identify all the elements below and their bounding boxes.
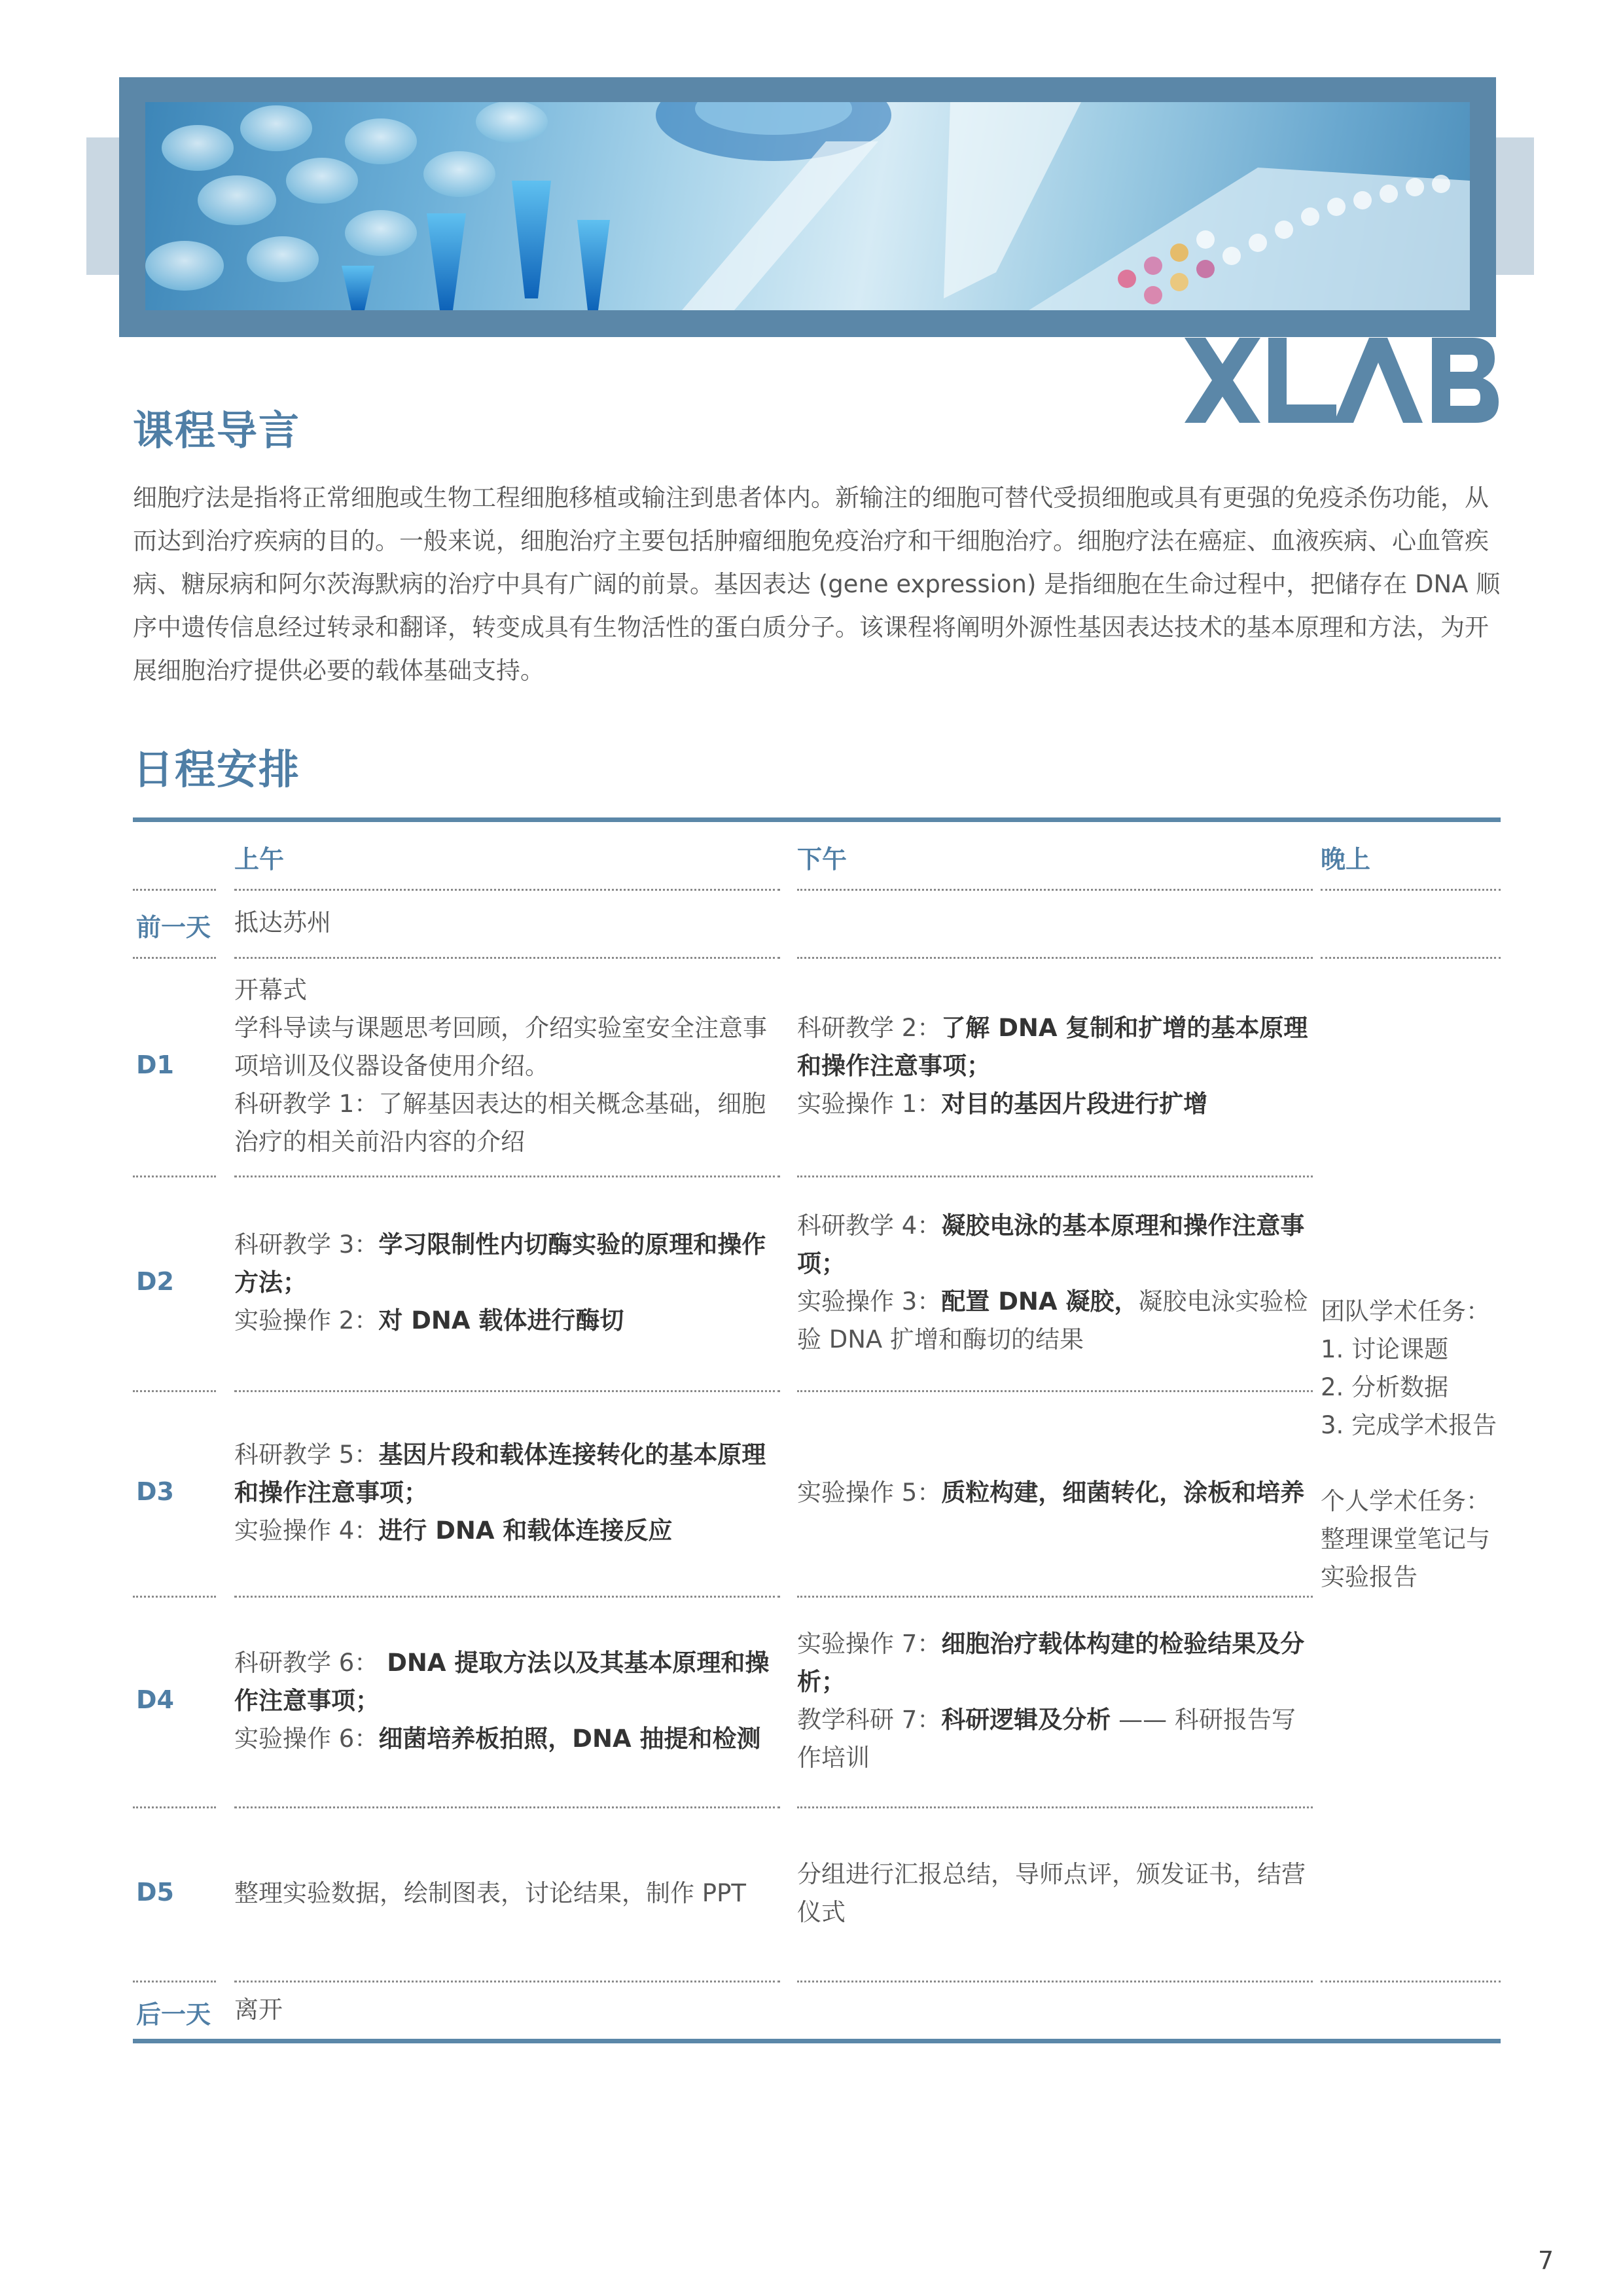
morning-cell bbox=[234, 1390, 777, 1596]
activity-text: 整理实验数据，绘制图表，讨论结果，制作 PPT bbox=[234, 1879, 746, 1907]
activity-line bbox=[234, 1226, 777, 1302]
morning-cell bbox=[234, 957, 777, 1175]
activity-line bbox=[797, 1085, 1314, 1123]
row-divider bbox=[133, 1175, 216, 1177]
activity-line bbox=[797, 1207, 1314, 1283]
activity-line bbox=[797, 1625, 1314, 1701]
team-task-title: 团队学术任务： bbox=[1321, 1297, 1490, 1325]
morning-cell bbox=[234, 1596, 777, 1806]
activity-text: 抵达苏州 bbox=[234, 908, 331, 937]
row-divider bbox=[133, 1596, 216, 1598]
afternoon-cell bbox=[797, 1390, 1314, 1596]
activity-text: 学科导读与课题思考回顾，介绍实验室安全注意事项培训及仪器设备使用介绍。 bbox=[234, 1014, 767, 1080]
activity-line bbox=[797, 1009, 1314, 1085]
morning-cell bbox=[234, 889, 777, 957]
activity-prefix: 科研教学 4： bbox=[797, 1211, 942, 1240]
activity-prefix: 实验操作 2： bbox=[234, 1306, 379, 1335]
row-divider bbox=[1321, 957, 1501, 959]
activity-topic: 进行 DNA 和载体连接反应 bbox=[378, 1516, 673, 1545]
activity-prefix: 实验操作 4： bbox=[234, 1516, 379, 1545]
activity-text: 分组进行汇报总结，导师点评，颁发证书，结营仪式 bbox=[797, 1860, 1306, 1926]
activity-text: 离开 bbox=[234, 1995, 283, 2024]
activity-line bbox=[234, 1644, 777, 1720]
activity-prefix: 实验操作 1： bbox=[797, 1090, 942, 1118]
activity-prefix: 实验操作 7： bbox=[797, 1630, 942, 1658]
personal-task-body: 整理课堂笔记与实验报告 bbox=[1321, 1525, 1490, 1591]
table-bottom-rule bbox=[133, 2039, 1501, 2043]
activity-text: 科研教学 1：了解基因表达的相关概念基础，细胞治疗的相关前沿内容的介绍 bbox=[234, 1090, 766, 1156]
row-divider bbox=[133, 957, 216, 959]
activity-suffix: 凝胶电泳实验检验 DNA 扩增和酶切的结果 bbox=[797, 1287, 1308, 1354]
evening-tasks bbox=[1321, 1293, 1497, 1596]
intro-paragraph: 细胞疗法是指将正常细胞或生物工程细胞移植或输注到患者体内。新输注的细胞可替代受损细胞或具有更强的免疫杀伤功能，从而达到治疗疾病的目的。一般来说，细胞治疗主要包括肿瘤细胞免疫治疗和干细胞治疗。细胞疗法在癌症、血液疾病、心血管疾病、糖尿病和阿尔茨海默病的治疗中具有广阔的前景。基因表达 (gene expression) 是指细胞在生命过程中，把储存在 DNA 顺序中遗传信息经过转录和翻译，转变成具有生物活性的蛋白质分子。该课程将阐明外源性基因表达技术的基本原理和方法，为开展细胞治疗提供必要的载体基础支持。 bbox=[133, 484, 1501, 685]
day-label: D5 bbox=[136, 1878, 174, 1907]
activity-topic: DNA 提取方法以及其基本原理和操作注意事项； bbox=[234, 1649, 770, 1715]
activity-prefix: 教学科研 7： bbox=[797, 1706, 942, 1734]
afternoon-cell bbox=[797, 1175, 1314, 1390]
activity-line bbox=[234, 1302, 777, 1340]
activity-topic: 科研逻辑及分析 bbox=[941, 1706, 1111, 1734]
activity-line bbox=[234, 1436, 777, 1512]
activity-topic: 对 DNA 载体进行酶切 bbox=[378, 1306, 624, 1335]
schedule-title: 日程安排 bbox=[133, 745, 301, 793]
day-label: 后一天 bbox=[136, 2000, 211, 2029]
day-label: D4 bbox=[136, 1685, 174, 1714]
team-task-item: 3. 完成学术报告 bbox=[1321, 1411, 1497, 1439]
row-divider bbox=[797, 1981, 1313, 1982]
activity-topic: 细胞治疗载体构建的检验结果及分析； bbox=[797, 1630, 1305, 1696]
afternoon-cell bbox=[797, 957, 1314, 1175]
activity-prefix: 科研教学 5： bbox=[234, 1441, 379, 1469]
activity-topic: 凝胶电泳的基本原理和操作注意事项； bbox=[797, 1211, 1305, 1278]
day-label: D1 bbox=[136, 1050, 174, 1079]
activity-topic: 配置 DNA 凝胶， bbox=[941, 1287, 1139, 1316]
activity-suffix: —— 科研报告写作培训 bbox=[797, 1706, 1296, 1772]
table-top-rule bbox=[133, 817, 1501, 822]
morning-cell bbox=[234, 1175, 777, 1390]
team-task-item: 2. 分析数据 bbox=[1321, 1373, 1449, 1401]
activity-topic: 基因片段和载体连接转化的基本原理和操作注意事项； bbox=[234, 1441, 766, 1507]
activity-topic: 了解 DNA 复制和扩增的基本原理和操作注意事项； bbox=[797, 1014, 1308, 1080]
personal-task-title: 个人学术任务： bbox=[1321, 1487, 1490, 1515]
team-task-item: 1. 讨论课题 bbox=[1321, 1335, 1449, 1363]
activity-text: 开幕式 bbox=[234, 976, 307, 1004]
row-divider bbox=[133, 1390, 216, 1392]
activity-line bbox=[234, 1512, 777, 1550]
activity-prefix: 实验操作 5： bbox=[797, 1479, 942, 1507]
activity-prefix: 实验操作 3： bbox=[797, 1287, 942, 1316]
activity-topic: 对目的基因片段进行扩增 bbox=[941, 1090, 1208, 1118]
morning-cell bbox=[234, 1806, 777, 1981]
activity-topic: 学习限制性内切酶实验的原理和操作方法； bbox=[234, 1230, 766, 1297]
header-morning: 上午 bbox=[234, 845, 285, 874]
activity-line bbox=[797, 1701, 1314, 1777]
day-label: D3 bbox=[136, 1477, 174, 1506]
afternoon-cell bbox=[797, 1596, 1314, 1806]
afternoon-cell bbox=[797, 1806, 1314, 1981]
row-divider bbox=[1321, 1981, 1501, 1982]
header-evening: 晚上 bbox=[1321, 845, 1371, 874]
row-divider bbox=[133, 1806, 216, 1808]
page-number: 7 bbox=[1538, 2246, 1554, 2275]
intro-title: 课程导言 bbox=[133, 406, 301, 454]
lab-equipment-photo bbox=[145, 102, 1470, 310]
morning-cell bbox=[234, 1981, 777, 2039]
header-afternoon: 下午 bbox=[797, 845, 847, 874]
row-divider bbox=[133, 1981, 216, 1982]
activity-line bbox=[234, 1720, 777, 1758]
day-label: 前一天 bbox=[136, 913, 211, 942]
activity-prefix: 实验操作 6： bbox=[234, 1725, 379, 1753]
activity-prefix: 科研教学 2： bbox=[797, 1014, 942, 1042]
activity-prefix: 科研教学 3： bbox=[234, 1230, 379, 1259]
activity-topic: 细菌培养板拍照，DNA 抽提和检测 bbox=[378, 1725, 761, 1753]
row-divider bbox=[133, 889, 216, 891]
activity-line bbox=[797, 1474, 1314, 1512]
row-divider bbox=[1321, 889, 1501, 891]
activity-line bbox=[797, 1283, 1314, 1359]
xlab-logo bbox=[1185, 338, 1499, 423]
day-label: D2 bbox=[136, 1267, 174, 1296]
row-divider bbox=[797, 889, 1313, 891]
activity-prefix: 科研教学 6： bbox=[234, 1649, 379, 1677]
activity-topic: 质粒构建，细菌转化，涂板和培养 bbox=[941, 1479, 1305, 1507]
